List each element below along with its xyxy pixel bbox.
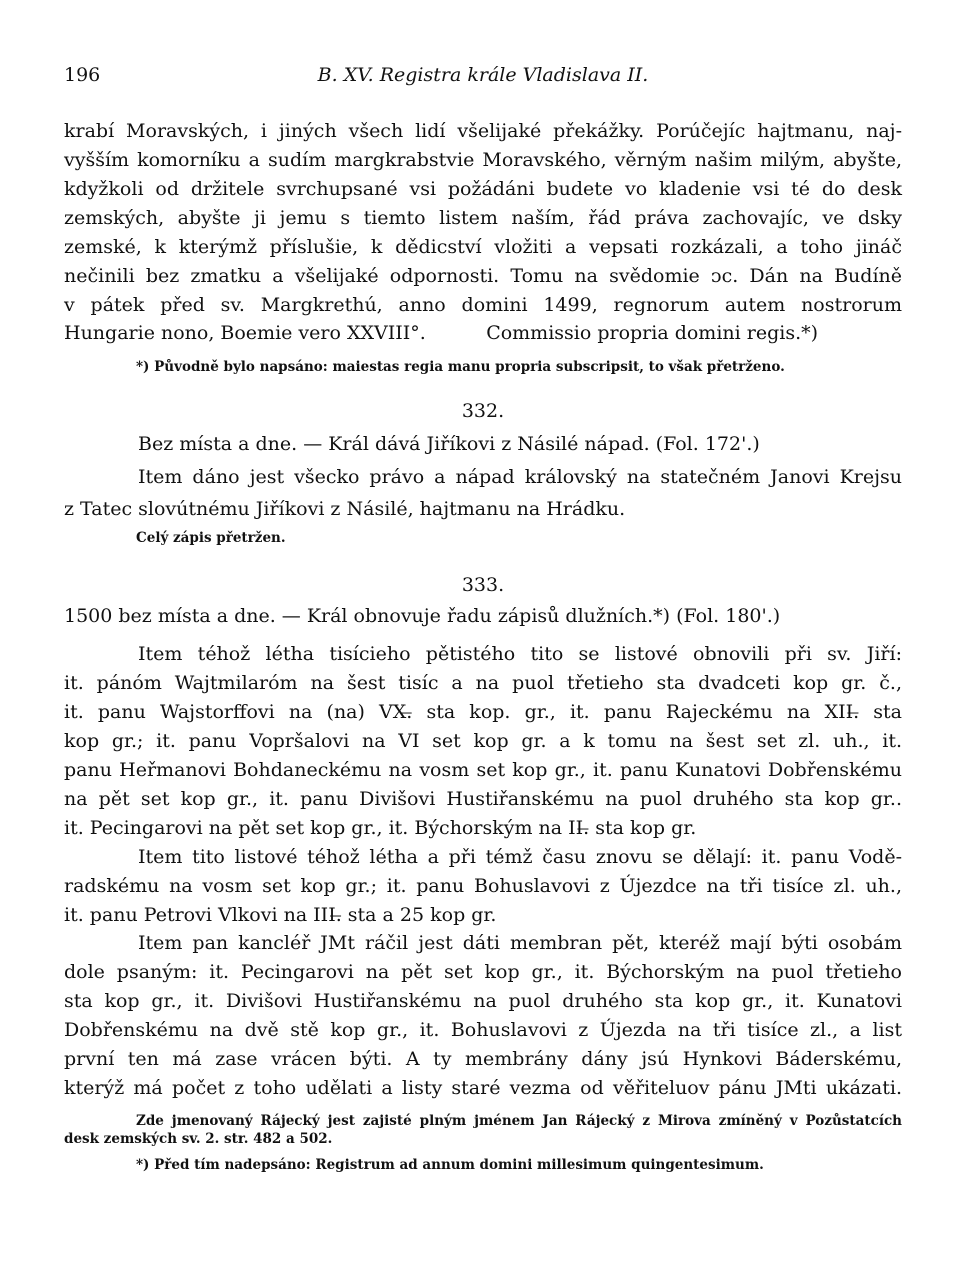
text-line: Item pan kancléř JMt ráčil jest dáti membran pět, kteréž mají býti osobám — [138, 932, 902, 954]
document-number: 332. — [461, 400, 505, 422]
text-line: zemských, abyšte ji jemu s tiemto listem naším, řád práva zachovajíc, ve dsky — [64, 207, 902, 229]
text-line: nečinili bez zmatku a všelijaké odpornosti. Tomu na svědomie ᴐc. Dán na Budíně — [64, 265, 902, 287]
text-line: it. panu Wajstorffovi na (na) VX.̶ sta kop. gr., it. panu Rajeckému na XII.̶ sta — [64, 701, 902, 723]
document-number: 333. — [461, 574, 505, 596]
text-line: zemské, k kterýmž příslušie, k dědicství vložiti a vepsati rozkázali, a toho jináč — [64, 236, 902, 258]
text-line: z Tatec slovútnému Jiříkovi z Násilé, hajtmanu na Hrádku. — [64, 498, 626, 520]
text-line: Item tito listové téhož létha a při témž času znovu se dělají: it. panu Vodě- — [138, 846, 902, 868]
editor-note: Zde jmenovaný Rájecký jest zajisté plným jménem Jan Rájecký z Mirova zmíněný v Pozůstatcích — [136, 1113, 902, 1129]
text-line: Dobřenskému na dvě stě kop gr., it. Bohuslavovi z Újezda na tři tisíce zl., a list — [64, 1019, 902, 1041]
footnote: *) Původně bylo napsáno: maiestas regia manu propria subscripsit, to však přetrženo. — [136, 359, 785, 375]
editor-note: Celý zápis přetržen. — [136, 530, 286, 546]
text-line: na pět set kop gr., it. panu Divišovi Hustiřanskému na puol druhého sta kop gr.. — [64, 788, 902, 810]
text-line: it. panu Petrovi Vlkovi na III.̶ sta a 25 kop gr. — [64, 904, 497, 926]
text-line: kterýž má počet z toho udělati a listy staré vezma od věřiteluov pánu JMti ukázati. — [64, 1077, 902, 1099]
document-heading: 1500 bez místa a dne. — Král obnovuje řadu zápisů dlužních.*) (Fol. 180'.) — [64, 605, 781, 627]
text-line: krabí Moravských, i jiných všech lidí všelijaké překážky. Porúčejíc hajtmanu, naj- — [64, 120, 902, 142]
text-line: v pátek před sv. Margkrethú, anno domini 1499, regnorum autem nostrorum — [64, 294, 902, 316]
text-line: Hungarie nono, Boemie vero XXVIII°. Commissio propria domini regis.*) — [64, 322, 819, 344]
text-line: kop gr.; it. panu Vopršalovi na VI set kop gr. a k tomu na šest set zl. uh., it. — [64, 730, 902, 752]
text-line: it. pánóm Wajtmilaróm na šest tisíc a na puol třetieho sta dvadceti kop gr. č., — [64, 672, 902, 694]
text-line: sta kop gr., it. Divišovi Hustiřanskému na puol druhého sta kop gr., it. Kunatovi — [64, 990, 902, 1012]
footnote: *) Před tím nadepsáno: Registrum ad annum domini millesimum quingentesimum. — [136, 1157, 764, 1173]
text-line: dole psaným: it. Pecingarovi na pět set kop gr., it. Býchorským na puol třetieho — [64, 961, 902, 983]
text-line: Item téhož létha tisícieho pětistého tito se listové obnovili při sv. Jiří: — [138, 643, 902, 665]
text-line: radskému na vosm set kop gr.; it. panu Bohuslavovi z Újezdce na tři tisíce zl. uh., — [64, 875, 902, 897]
text-line: Item dáno jest všecko právo a nápad královský na statečném Janovi Krejsu — [138, 466, 902, 488]
page-number: 196 — [64, 64, 101, 86]
text-line: kdyžkoli od držitele svrchupsané vsi požádáni budete vo kladenie vsi té do desk — [64, 178, 902, 200]
editor-note: desk zemských sv. 2. str. 482 a 502. — [64, 1131, 333, 1147]
running-title: B. XV. Registra krále Vladislava II. — [317, 64, 649, 86]
text-line: panu Heřmanovi Bohdaneckému na vosm set kop gr., it. panu Kunatovi Dobřenskému — [64, 759, 902, 781]
document-heading: Bez místa a dne. — Král dává Jiříkovi z Násilé nápad. (Fol. 172'.) — [138, 433, 760, 455]
text-line: vyšším komorníku a sudím margkrabstvie Moravského, věrným našim milým, abyšte, — [64, 149, 902, 171]
text-line: první ten má zase vrácen býti. A ty membrány dány jsú Hynkovi Báderskému, — [64, 1048, 902, 1070]
text-line: it. Pecingarovi na pět set kop gr., it. Býchorským na II.̶ sta kop gr. — [64, 817, 697, 839]
